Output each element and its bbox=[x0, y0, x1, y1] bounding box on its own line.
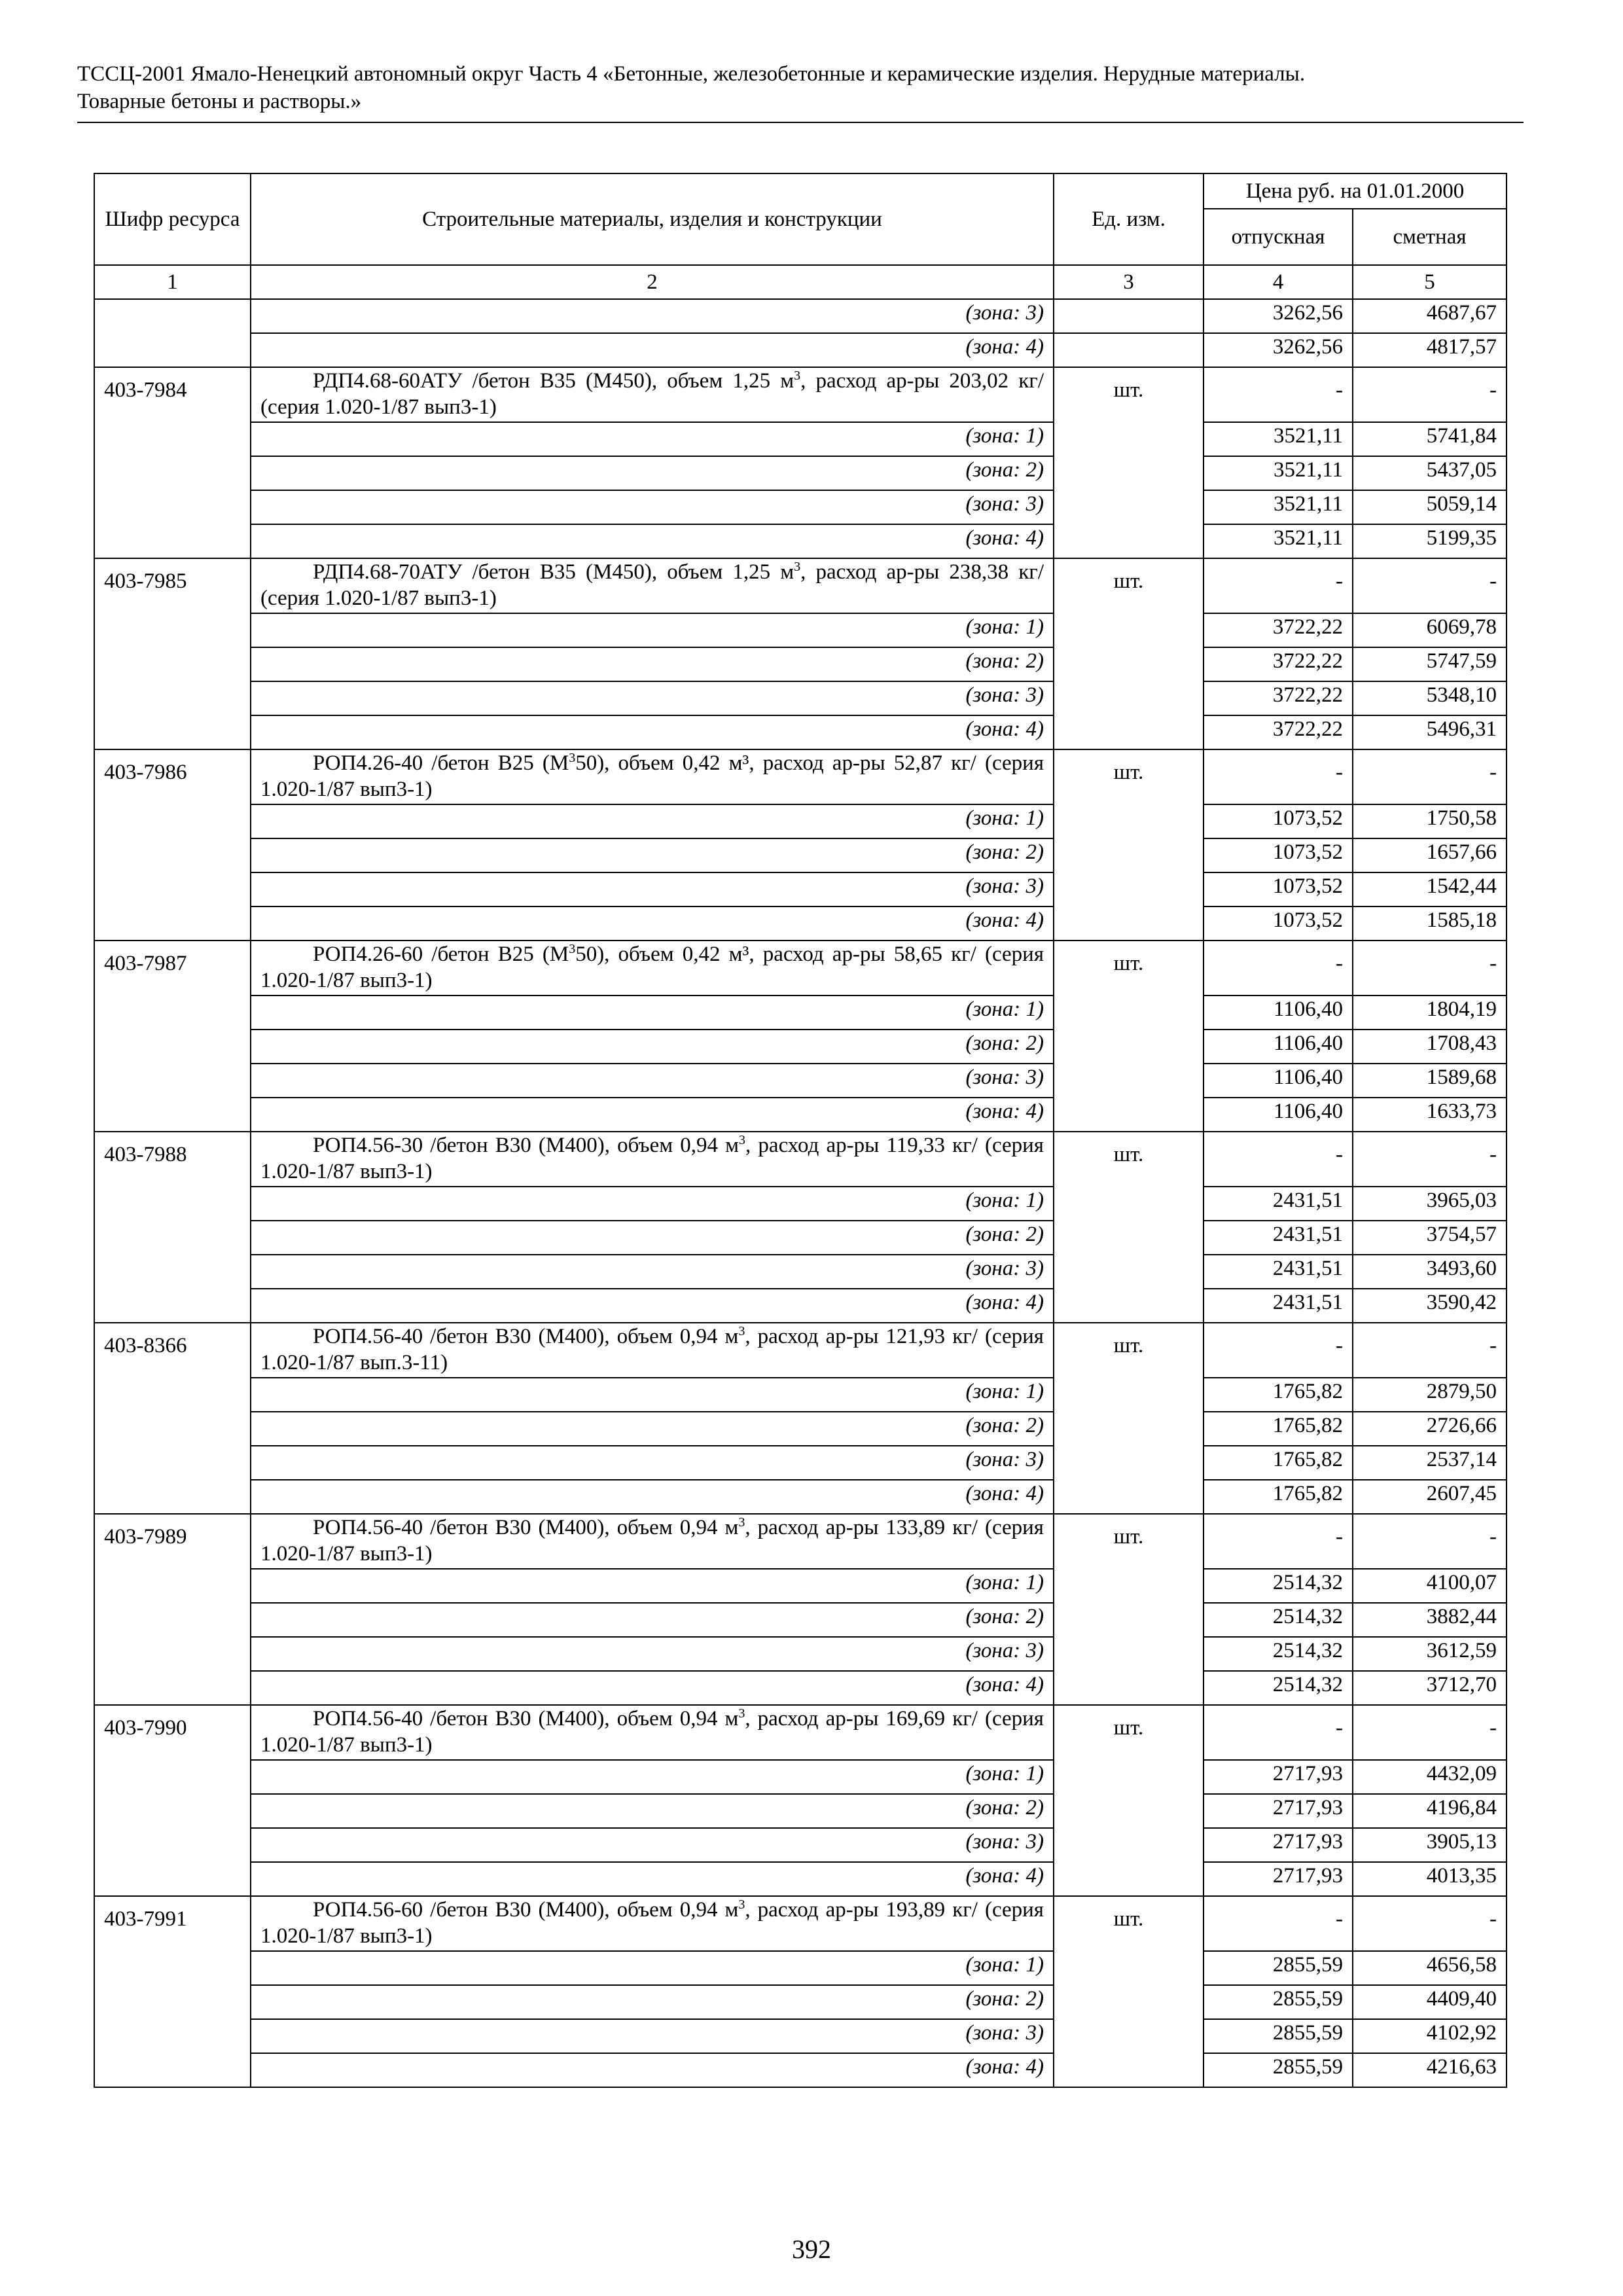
unit-cell bbox=[1054, 422, 1204, 456]
zone-row bbox=[94, 1187, 1507, 1221]
zone-label: (зона: 4) bbox=[251, 1098, 1054, 1132]
release-price: 2855,59 bbox=[1204, 2053, 1353, 2087]
superscript: 3 bbox=[738, 1897, 745, 1912]
estimate-price: 4196,84 bbox=[1353, 1794, 1507, 1828]
description-part-a: РОП4.56-40 /бетон В30 (М400), объем 0,94 м bbox=[313, 1325, 739, 1348]
unit-cell bbox=[1054, 1378, 1204, 1412]
unit-cell bbox=[1054, 1255, 1204, 1289]
unit-cell: шт. bbox=[1054, 941, 1204, 996]
release-price: 1106,40 bbox=[1204, 1098, 1353, 1132]
unit-cell bbox=[1054, 1862, 1204, 1896]
col-header-name: Строительные материалы, изделия и конструкции bbox=[251, 173, 1054, 265]
description-part-a: РОП4.56-30 /бетон В30 (М400), объем 0,94 м bbox=[313, 1134, 740, 1157]
zone-label: (зона: 4) bbox=[251, 1480, 1054, 1514]
zone-row bbox=[94, 1828, 1507, 1862]
description-part-a: РОП4.26-40 /бетон В25 (М bbox=[313, 751, 569, 775]
resource-description bbox=[251, 1896, 1054, 1951]
release-price: 2431,51 bbox=[1204, 1255, 1353, 1289]
superscript: 3 bbox=[738, 1515, 745, 1530]
superscript: 3 bbox=[569, 751, 576, 765]
superscript: 3 bbox=[569, 942, 576, 956]
zone-label: (зона: 1) bbox=[251, 1378, 1054, 1412]
code-cell bbox=[94, 333, 251, 367]
release-price: 1073,52 bbox=[1204, 906, 1353, 941]
zone-label: (зона: 3) bbox=[251, 1828, 1054, 1862]
release-price: 2717,93 bbox=[1204, 1760, 1353, 1794]
resource-row bbox=[94, 1132, 1507, 1187]
zone-label: (зона: 1) bbox=[251, 1951, 1054, 1985]
unit-cell bbox=[1054, 1828, 1204, 1862]
release-price: 2431,51 bbox=[1204, 1221, 1353, 1255]
resource-description bbox=[251, 1323, 1054, 1378]
estimate-price: - bbox=[1353, 749, 1507, 804]
unit-cell bbox=[1054, 2019, 1204, 2053]
resource-description bbox=[251, 941, 1054, 996]
zone-row bbox=[94, 1255, 1507, 1289]
zone-row bbox=[94, 2019, 1507, 2053]
estimate-price: - bbox=[1353, 1514, 1507, 1569]
release-price: - bbox=[1204, 941, 1353, 996]
superscript: 3 bbox=[794, 368, 801, 383]
zone-row bbox=[94, 1671, 1507, 1705]
zone-row bbox=[94, 613, 1507, 647]
description-part-b: , расход ар-ры 193,89 кг/ (серия 1.020-1/87 вып3-1) bbox=[260, 1898, 1044, 1948]
estimate-price: 5059,14 bbox=[1353, 490, 1507, 524]
zone-label: (зона: 4) bbox=[251, 906, 1054, 941]
zone-row bbox=[94, 715, 1507, 749]
zone-label: (зона: 2) bbox=[251, 1412, 1054, 1446]
zone-row bbox=[94, 1569, 1507, 1603]
estimate-price: 1633,73 bbox=[1353, 1098, 1507, 1132]
col-header-release: отпускная bbox=[1204, 209, 1353, 265]
release-price: 2855,59 bbox=[1204, 1951, 1353, 1985]
unit-cell: шт. bbox=[1054, 1705, 1204, 1760]
estimate-price: 6069,78 bbox=[1353, 613, 1507, 647]
estimate-price: 3965,03 bbox=[1353, 1187, 1507, 1221]
resource-row bbox=[94, 749, 1507, 804]
release-price: 1073,52 bbox=[1204, 872, 1353, 906]
release-price: 2514,32 bbox=[1204, 1671, 1353, 1705]
unit-cell bbox=[1054, 456, 1204, 490]
unit-cell bbox=[1054, 299, 1204, 333]
code-cell bbox=[94, 299, 251, 333]
unit-cell: шт. bbox=[1054, 1514, 1204, 1569]
zone-row bbox=[94, 1760, 1507, 1794]
zone-row bbox=[94, 1951, 1507, 1985]
description-part-b: , расход ар-ры 133,89 кг/ (серия 1.020-1/87 вып3-1) bbox=[260, 1516, 1044, 1566]
resource-row bbox=[94, 941, 1507, 996]
zone-row bbox=[94, 1794, 1507, 1828]
zone-label: (зона: 3) bbox=[251, 299, 1054, 333]
estimate-price: 2607,45 bbox=[1353, 1480, 1507, 1514]
unit-cell: шт. bbox=[1054, 1132, 1204, 1187]
zone-row bbox=[94, 1098, 1507, 1132]
estimate-price: 1804,19 bbox=[1353, 996, 1507, 1030]
superscript: 3 bbox=[739, 1133, 746, 1147]
release-price: 3722,22 bbox=[1204, 681, 1353, 715]
zone-row bbox=[94, 906, 1507, 941]
resource-code: 403-7986 bbox=[94, 749, 251, 941]
release-price: 1765,82 bbox=[1204, 1480, 1353, 1514]
estimate-price: 2726,66 bbox=[1353, 1412, 1507, 1446]
zone-row bbox=[94, 1480, 1507, 1514]
zone-row bbox=[94, 872, 1507, 906]
zone-row bbox=[94, 1446, 1507, 1480]
description-part-a: РОП4.56-40 /бетон В30 (М400), объем 0,94 м bbox=[313, 1707, 739, 1731]
zone-row bbox=[94, 681, 1507, 715]
release-price: 3262,56 bbox=[1204, 333, 1353, 367]
resource-code: 403-7991 bbox=[94, 1896, 251, 2087]
zone-row bbox=[94, 422, 1507, 456]
resource-description bbox=[251, 1132, 1054, 1187]
description-part-b: , расход ар-ры 119,33 кг/ (серия 1.020-1/87 вып3-1) bbox=[260, 1134, 1044, 1183]
resource-row bbox=[94, 1323, 1507, 1378]
estimate-price: - bbox=[1353, 1705, 1507, 1760]
estimate-price: 1708,43 bbox=[1353, 1030, 1507, 1064]
resource-description bbox=[251, 1705, 1054, 1760]
release-price: 1765,82 bbox=[1204, 1378, 1353, 1412]
resource-code: 403-7987 bbox=[94, 941, 251, 1132]
zone-label: (зона: 2) bbox=[251, 838, 1054, 872]
unit-cell bbox=[1054, 1603, 1204, 1637]
resource-description bbox=[251, 367, 1054, 422]
resource-row bbox=[94, 1896, 1507, 1951]
header-rule bbox=[77, 122, 1524, 123]
zone-row bbox=[94, 524, 1507, 558]
unit-cell bbox=[1054, 647, 1204, 681]
col-num: 3 bbox=[1054, 265, 1204, 299]
price-table bbox=[94, 173, 1507, 2088]
description-part-b: , расход ар-ры 203,02 кг/ (серия 1.020-1/87 вып3-1) bbox=[260, 369, 1044, 419]
zone-row bbox=[94, 996, 1507, 1030]
zone-label: (зона: 3) bbox=[251, 1446, 1054, 1480]
page-number: 392 bbox=[792, 2234, 831, 2264]
unit-cell bbox=[1054, 1289, 1204, 1323]
release-price: - bbox=[1204, 1132, 1353, 1187]
zone-row bbox=[94, 1064, 1507, 1098]
zone-label: (зона: 1) bbox=[251, 996, 1054, 1030]
zone-label: (зона: 2) bbox=[251, 1221, 1054, 1255]
estimate-price: 5199,35 bbox=[1353, 524, 1507, 558]
zone-row bbox=[94, 1637, 1507, 1671]
estimate-price: 4100,07 bbox=[1353, 1569, 1507, 1603]
unit-cell bbox=[1054, 715, 1204, 749]
col-num: 5 bbox=[1353, 265, 1507, 299]
col-header-code: Шифр ресурса bbox=[94, 173, 251, 265]
zone-label: (зона: 4) bbox=[251, 524, 1054, 558]
unit-cell bbox=[1054, 681, 1204, 715]
estimate-price: 4013,35 bbox=[1353, 1862, 1507, 1896]
estimate-price: - bbox=[1353, 367, 1507, 422]
unit-cell bbox=[1054, 333, 1204, 367]
estimate-price: 4216,63 bbox=[1353, 2053, 1507, 2087]
estimate-price: - bbox=[1353, 941, 1507, 996]
unit-cell bbox=[1054, 906, 1204, 941]
zone-row bbox=[94, 1030, 1507, 1064]
unit-cell bbox=[1054, 1098, 1204, 1132]
release-price: - bbox=[1204, 1514, 1353, 1569]
zone-label: (зона: 3) bbox=[251, 1255, 1054, 1289]
unit-cell bbox=[1054, 872, 1204, 906]
zone-label: (зона: 4) bbox=[251, 333, 1054, 367]
estimate-price: 3493,60 bbox=[1353, 1255, 1507, 1289]
release-price: 1765,82 bbox=[1204, 1446, 1353, 1480]
release-price: 1073,52 bbox=[1204, 838, 1353, 872]
release-price: 3262,56 bbox=[1204, 299, 1353, 333]
zone-label: (зона: 3) bbox=[251, 1637, 1054, 1671]
estimate-price: 5741,84 bbox=[1353, 422, 1507, 456]
release-price: 2855,59 bbox=[1204, 1985, 1353, 2019]
unit-cell bbox=[1054, 1985, 1204, 2019]
zone-row bbox=[94, 1603, 1507, 1637]
zone-label: (зона: 2) bbox=[251, 647, 1054, 681]
zone-row bbox=[94, 647, 1507, 681]
unit-cell bbox=[1054, 2053, 1204, 2087]
resource-code: 403-7985 bbox=[94, 558, 251, 749]
col-num: 1 bbox=[94, 265, 251, 299]
release-price: 1765,82 bbox=[1204, 1412, 1353, 1446]
col-num: 2 bbox=[251, 265, 1054, 299]
unit-cell bbox=[1054, 1030, 1204, 1064]
zone-label: (зона: 3) bbox=[251, 490, 1054, 524]
estimate-price: 5496,31 bbox=[1353, 715, 1507, 749]
estimate-price: 3754,57 bbox=[1353, 1221, 1507, 1255]
estimate-price: - bbox=[1353, 1323, 1507, 1378]
release-price: 3521,11 bbox=[1204, 490, 1353, 524]
estimate-price: 1750,58 bbox=[1353, 804, 1507, 838]
description-part-a: РДП4.68-60АТУ /бетон В35 (М450), объем 1,25 м bbox=[313, 369, 794, 393]
resource-description bbox=[251, 558, 1054, 613]
col-header-price: Цена руб. на 01.01.2000 bbox=[1204, 173, 1507, 209]
release-price: 3521,11 bbox=[1204, 524, 1353, 558]
unit-cell bbox=[1054, 1064, 1204, 1098]
release-price: - bbox=[1204, 1323, 1353, 1378]
zone-label: (зона: 3) bbox=[251, 681, 1054, 715]
resource-row bbox=[94, 1514, 1507, 1569]
zone-row bbox=[94, 490, 1507, 524]
zone-row bbox=[94, 838, 1507, 872]
superscript: 3 bbox=[738, 1324, 745, 1338]
description-part-b: , расход ар-ры 121,93 кг/ (серия 1.020-1/87 вып.3-11) bbox=[260, 1325, 1044, 1374]
release-price: 3722,22 bbox=[1204, 715, 1353, 749]
release-price: - bbox=[1204, 367, 1353, 422]
release-price: - bbox=[1204, 1705, 1353, 1760]
zone-label: (зона: 2) bbox=[251, 456, 1054, 490]
zone-label: (зона: 4) bbox=[251, 1671, 1054, 1705]
description-part-b: 50), объем 0,42 м³, расход ар-ры 52,87 кг/ (серия 1.020-1/87 вып3-1) bbox=[260, 751, 1044, 801]
release-price: - bbox=[1204, 558, 1353, 613]
resource-code: 403-8366 bbox=[94, 1323, 251, 1514]
zone-label: (зона: 2) bbox=[251, 1985, 1054, 2019]
estimate-price: 2879,50 bbox=[1353, 1378, 1507, 1412]
unit-cell bbox=[1054, 524, 1204, 558]
resource-code: 403-7989 bbox=[94, 1514, 251, 1705]
estimate-price: 5747,59 bbox=[1353, 647, 1507, 681]
resource-description bbox=[251, 749, 1054, 804]
unit-cell: шт. bbox=[1054, 1323, 1204, 1378]
zone-label: (зона: 1) bbox=[251, 1569, 1054, 1603]
header-line-2: Товарные бетоны и растворы.» bbox=[77, 90, 362, 113]
resource-code: 403-7990 bbox=[94, 1705, 251, 1896]
zone-label: (зона: 1) bbox=[251, 804, 1054, 838]
table-body bbox=[94, 299, 1507, 2087]
unit-cell bbox=[1054, 804, 1204, 838]
estimate-price: 4656,58 bbox=[1353, 1951, 1507, 1985]
release-price: 1106,40 bbox=[1204, 1064, 1353, 1098]
zone-row bbox=[94, 1862, 1507, 1896]
zone-label: (зона: 3) bbox=[251, 872, 1054, 906]
release-price: 2514,32 bbox=[1204, 1603, 1353, 1637]
unit-cell bbox=[1054, 1671, 1204, 1705]
col-header-estimate: сметная bbox=[1353, 209, 1507, 265]
estimate-price: - bbox=[1353, 1896, 1507, 1951]
estimate-price: 3590,42 bbox=[1353, 1289, 1507, 1323]
estimate-price: 4817,57 bbox=[1353, 333, 1507, 367]
unit-cell bbox=[1054, 1221, 1204, 1255]
table-row bbox=[94, 299, 1507, 333]
estimate-price: 5348,10 bbox=[1353, 681, 1507, 715]
unit-cell bbox=[1054, 996, 1204, 1030]
zone-label: (зона: 4) bbox=[251, 2053, 1054, 2087]
zone-label: (зона: 4) bbox=[251, 1862, 1054, 1896]
estimate-price: 4409,40 bbox=[1353, 1985, 1507, 2019]
unit-cell: шт. bbox=[1054, 1896, 1204, 1951]
description-part-b: , расход ар-ры 238,38 кг/ (серия 1.020-1/87 вып3-1) bbox=[260, 560, 1044, 610]
description-part-b: , расход ар-ры 169,69 кг/ (серия 1.020-1/87 вып3-1) bbox=[260, 1707, 1044, 1757]
unit-cell bbox=[1054, 1637, 1204, 1671]
estimate-price: 3712,70 bbox=[1353, 1671, 1507, 1705]
release-price: 2431,51 bbox=[1204, 1187, 1353, 1221]
unit-cell: шт. bbox=[1054, 558, 1204, 613]
estimate-price: 2537,14 bbox=[1353, 1446, 1507, 1480]
zone-row bbox=[94, 456, 1507, 490]
table-row bbox=[94, 333, 1507, 367]
zone-label: (зона: 2) bbox=[251, 1794, 1054, 1828]
unit-cell bbox=[1054, 1569, 1204, 1603]
unit-cell bbox=[1054, 1794, 1204, 1828]
zone-label: (зона: 3) bbox=[251, 2019, 1054, 2053]
release-price: - bbox=[1204, 1896, 1353, 1951]
description-part-a: РДП4.68-70АТУ /бетон В35 (М450), объем 1,25 м bbox=[313, 560, 794, 584]
col-header-unit: Ед. изм. bbox=[1054, 173, 1204, 265]
release-price: 2717,93 bbox=[1204, 1862, 1353, 1896]
release-price: 2514,32 bbox=[1204, 1569, 1353, 1603]
zone-row bbox=[94, 1412, 1507, 1446]
estimate-price: - bbox=[1353, 1132, 1507, 1187]
zone-label: (зона: 2) bbox=[251, 1603, 1054, 1637]
estimate-price: 1542,44 bbox=[1353, 872, 1507, 906]
description-part-a: РОП4.26-60 /бетон В25 (М bbox=[313, 942, 569, 966]
release-price: 3722,22 bbox=[1204, 613, 1353, 647]
zone-label: (зона: 4) bbox=[251, 715, 1054, 749]
release-price: 2431,51 bbox=[1204, 1289, 1353, 1323]
zone-label: (зона: 1) bbox=[251, 422, 1054, 456]
unit-cell bbox=[1054, 1951, 1204, 1985]
release-price: - bbox=[1204, 749, 1353, 804]
zone-row bbox=[94, 804, 1507, 838]
description-part-a: РОП4.56-40 /бетон В30 (М400), объем 0,94 м bbox=[313, 1516, 739, 1539]
zone-row bbox=[94, 1289, 1507, 1323]
description-part-b: 50), объем 0,42 м³, расход ар-ры 58,65 кг/ (серия 1.020-1/87 вып3-1) bbox=[260, 942, 1044, 992]
unit-cell bbox=[1054, 1760, 1204, 1794]
estimate-price: 3882,44 bbox=[1353, 1603, 1507, 1637]
estimate-price: 5437,05 bbox=[1353, 456, 1507, 490]
release-price: 2855,59 bbox=[1204, 2019, 1353, 2053]
zone-label: (зона: 3) bbox=[251, 1064, 1054, 1098]
page-header bbox=[77, 60, 1524, 115]
col-num: 4 bbox=[1204, 265, 1353, 299]
estimate-price: 3612,59 bbox=[1353, 1637, 1507, 1671]
header-line-1: ТССЦ-2001 Ямало-Ненецкий автономный округ Часть 4 «Бетонные, железобетонные и керамические изделия. Нерудные материалы. bbox=[77, 62, 1306, 86]
release-price: 1073,52 bbox=[1204, 804, 1353, 838]
resource-row bbox=[94, 1705, 1507, 1760]
release-price: 2717,93 bbox=[1204, 1794, 1353, 1828]
zone-row bbox=[94, 1221, 1507, 1255]
release-price: 2717,93 bbox=[1204, 1828, 1353, 1862]
unit-cell bbox=[1054, 1412, 1204, 1446]
unit-cell: шт. bbox=[1054, 749, 1204, 804]
estimate-price: 1585,18 bbox=[1353, 906, 1507, 941]
unit-cell bbox=[1054, 1446, 1204, 1480]
release-price: 1106,40 bbox=[1204, 996, 1353, 1030]
superscript: 3 bbox=[794, 560, 801, 574]
estimate-price: 1589,68 bbox=[1353, 1064, 1507, 1098]
unit-cell bbox=[1054, 838, 1204, 872]
zone-label: (зона: 1) bbox=[251, 1187, 1054, 1221]
zone-label: (зона: 4) bbox=[251, 1289, 1054, 1323]
description-part-a: РОП4.56-60 /бетон В30 (М400), объем 0,94 м bbox=[313, 1898, 739, 1922]
unit-cell bbox=[1054, 1187, 1204, 1221]
unit-cell bbox=[1054, 490, 1204, 524]
zone-row bbox=[94, 1985, 1507, 2019]
release-price: 2514,32 bbox=[1204, 1637, 1353, 1671]
release-price: 3521,11 bbox=[1204, 422, 1353, 456]
superscript: 3 bbox=[738, 1706, 745, 1721]
release-price: 3521,11 bbox=[1204, 456, 1353, 490]
zone-row bbox=[94, 1378, 1507, 1412]
resource-description bbox=[251, 1514, 1054, 1569]
zone-label: (зона: 1) bbox=[251, 1760, 1054, 1794]
unit-cell bbox=[1054, 613, 1204, 647]
resource-row bbox=[94, 558, 1507, 613]
release-price: 3722,22 bbox=[1204, 647, 1353, 681]
unit-cell bbox=[1054, 1480, 1204, 1514]
estimate-price: - bbox=[1353, 558, 1507, 613]
estimate-price: 4102,92 bbox=[1353, 2019, 1507, 2053]
estimate-price: 3905,13 bbox=[1353, 1828, 1507, 1862]
zone-label: (зона: 1) bbox=[251, 613, 1054, 647]
estimate-price: 1657,66 bbox=[1353, 838, 1507, 872]
estimate-price: 4432,09 bbox=[1353, 1760, 1507, 1794]
zone-label: (зона: 2) bbox=[251, 1030, 1054, 1064]
resource-row bbox=[94, 367, 1507, 422]
unit-cell: шт. bbox=[1054, 367, 1204, 422]
resource-code: 403-7988 bbox=[94, 1132, 251, 1323]
estimate-price: 4687,67 bbox=[1353, 299, 1507, 333]
zone-row bbox=[94, 2053, 1507, 2087]
release-price: 1106,40 bbox=[1204, 1030, 1353, 1064]
resource-code: 403-7984 bbox=[94, 367, 251, 558]
